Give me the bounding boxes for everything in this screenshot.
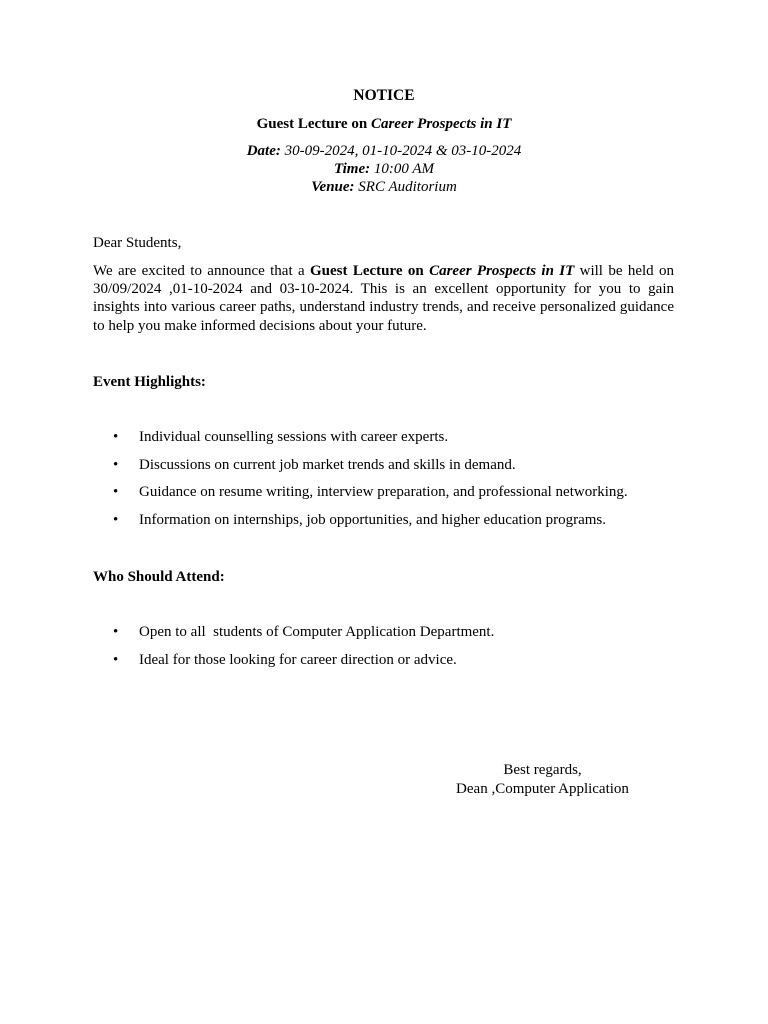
intro-after: will be held on 30/09/2024 ,01-10-2024 and 03-10-2024. This is an excellent opportunity for you to gain insights into various career paths, understand industry trends, and receive personalized guidance to help you make informed decisions about your future.: [93, 263, 674, 334]
bullet-icon: •: [113, 429, 119, 445]
venue-label: Venue:: [311, 179, 355, 195]
intro-before: We are excited to announce that a: [93, 263, 310, 279]
time-line: [0, 160, 768, 178]
event-details: [0, 142, 768, 196]
subtitle-topic: Career Prospects in IT: [370, 116, 512, 132]
list-item-text: Open to all students of Computer Application Department.: [139, 624, 495, 640]
venue-line: [0, 178, 768, 196]
list-item: [93, 651, 494, 679]
list-item: [93, 483, 628, 511]
time-value: 10:00 AM: [370, 161, 434, 177]
bullet-icon: •: [113, 511, 119, 528]
venue-value: SRC Auditorium: [354, 179, 457, 195]
signer-name: Dean ,Computer Application: [456, 781, 629, 797]
list-item-text: Information on internships, job opportunities, and higher education programs.: [139, 511, 606, 528]
bullet-icon: •: [113, 484, 119, 500]
event-highlights-heading: Event Highlights:: [93, 374, 206, 390]
lecture-subtitle: [0, 114, 768, 134]
date-label: Date:: [246, 143, 281, 159]
intro-topic: Career Prospects in IT: [429, 263, 575, 279]
subtitle-prefix: Guest Lecture on: [256, 116, 371, 132]
list-item: [93, 456, 628, 484]
list-item-text: Guidance on resume writing, interview preparation, and professional networking.: [139, 484, 628, 500]
notice-title: NOTICE: [353, 87, 415, 104]
who-should-attend-heading: Who Should Attend:: [93, 569, 225, 585]
greeting: Dear Students,: [93, 235, 182, 251]
event-highlights-list: [93, 428, 628, 538]
list-item-text: Ideal for those looking for career direction or advice.: [139, 651, 457, 668]
who-should-attend-list: [93, 623, 494, 678]
list-item-text: Individual counselling sessions with career experts.: [139, 429, 449, 445]
list-item: [93, 428, 628, 456]
bullet-icon: •: [113, 456, 119, 473]
date-value: 30-09-2024, 01-10-2024 & 03-10-2024: [280, 143, 522, 159]
bullet-icon: •: [113, 651, 119, 668]
intro-paragraph: [93, 262, 674, 335]
bullet-icon: •: [113, 624, 119, 640]
closing-text: Best regards,: [503, 762, 582, 778]
time-label: Time:: [334, 161, 371, 177]
list-item: [93, 511, 628, 539]
signature-block: [430, 761, 655, 799]
list-item-text: Discussions on current job market trends and skills in demand.: [139, 456, 516, 473]
list-item: [93, 623, 494, 651]
date-line: [0, 142, 768, 160]
intro-bold: Guest Lecture on: [309, 263, 430, 279]
